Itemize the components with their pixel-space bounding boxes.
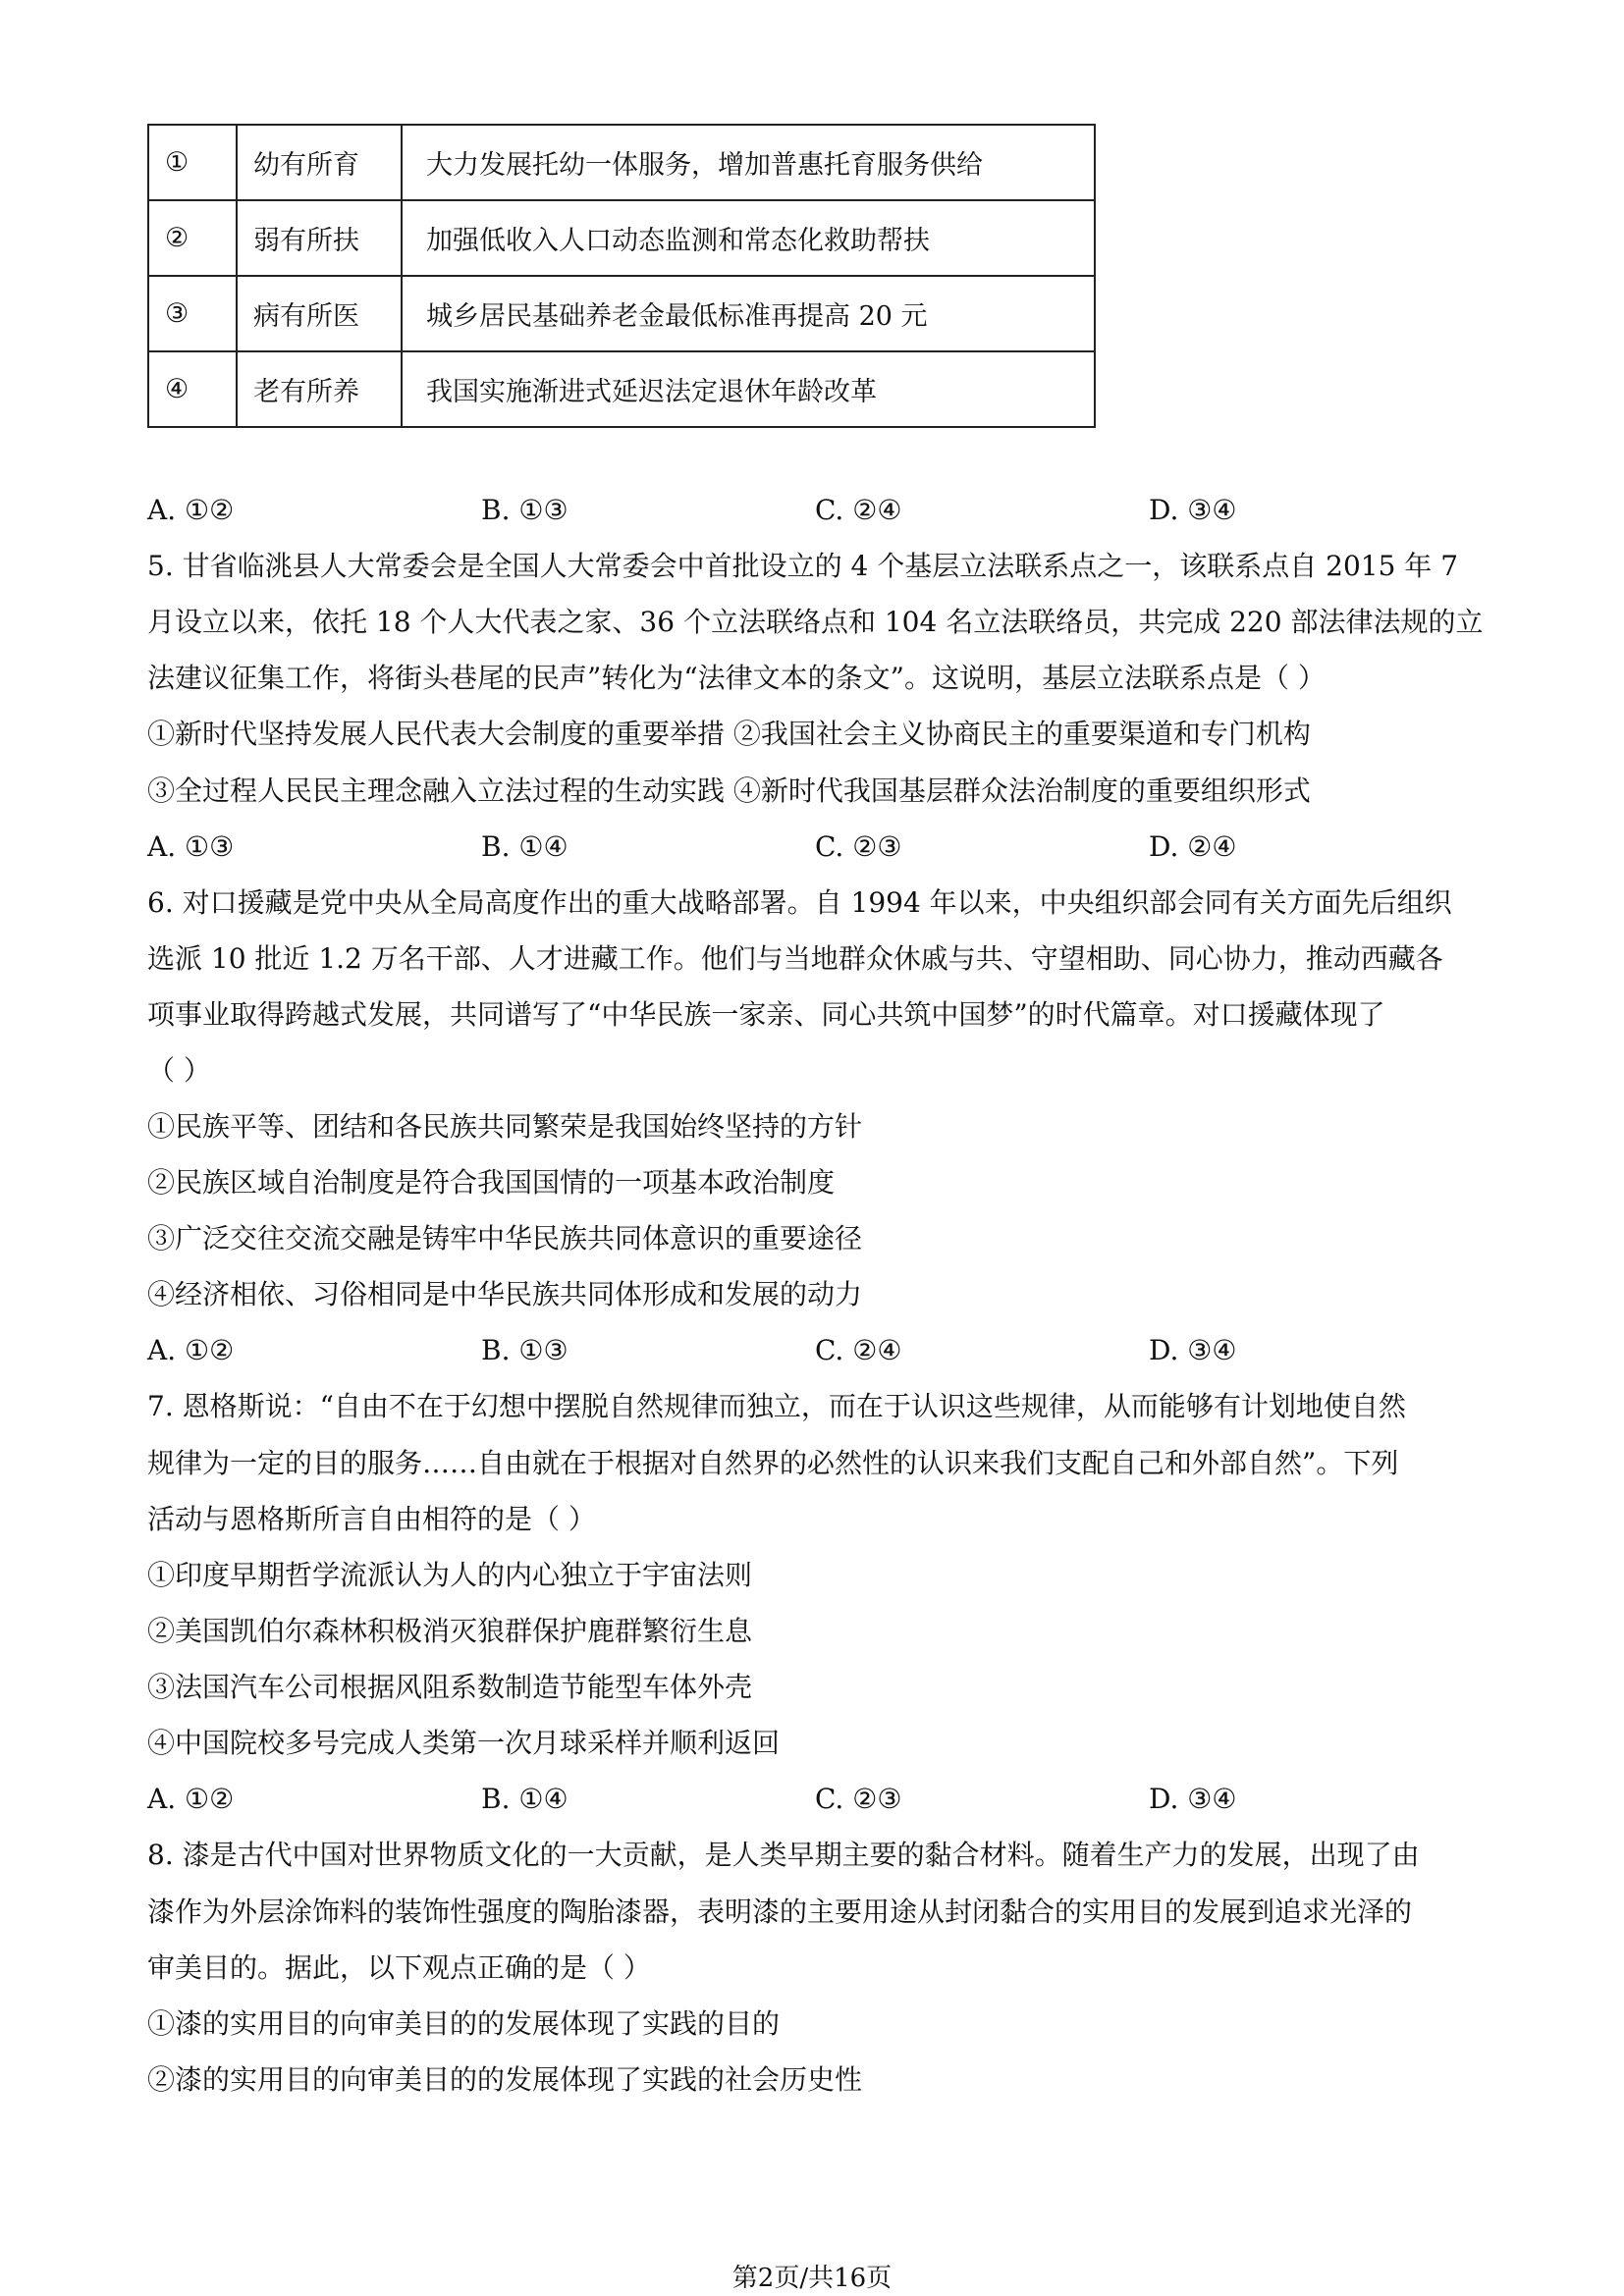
option-d[interactable]: D. ③④ <box>1149 1334 1237 1366</box>
q8-stem-line: 审美目的。据此，以下观点正确的是（ ） <box>147 1951 651 1984</box>
row-term: 幼有所育 <box>237 125 402 200</box>
q8-stem-line: 漆作为外层涂饰料的装饰性强度的陶胎漆器，表明漆的主要用途从封闭黏合的实用目的发展到追求光泽的 <box>147 1896 1413 1928</box>
q5-stem-line: 法建议征集工作，将街头巷尾的民声”转化为“法律文本的条文”。这说明，基层立法联系点是（ ） <box>147 662 1326 694</box>
row-number: ② <box>148 200 237 276</box>
q6-statement: ②民族区域自治制度是符合我国国情的一项基本政治制度 <box>147 1166 836 1199</box>
q4-table <box>147 124 1096 428</box>
option-c[interactable]: C. ②③ <box>815 1783 902 1815</box>
q7-stem-line: 7. 恩格斯说：“自由不在于幻想中摆脱自然规律而独立，而在于认识这些规律，从而能够有计划地使自然 <box>147 1390 1406 1422</box>
option-a[interactable]: A. ①② <box>147 494 235 526</box>
row-term: 弱有所扶 <box>237 200 402 276</box>
q7-statement: ①印度早期哲学流派认为人的内心独立于宇宙法则 <box>147 1559 753 1591</box>
option-b[interactable]: B. ①④ <box>481 1783 568 1815</box>
q5-statement: ③全过程人民民主理念融入立法过程的生动实践 ④新时代我国基层群众法治制度的重要组织形式 <box>147 774 1311 807</box>
row-description: 加强低收入人口动态监测和常态化救助帮扶 <box>402 200 1095 276</box>
q6-stem-line: 项事业取得跨越式发展，共同谱写了“中华民族一家亲、同心共筑中国梦”的时代篇章。对口援藏体现了 <box>147 998 1385 1031</box>
q4-options <box>147 491 1522 530</box>
q6-statement: ③广泛交往交流交融是铸牢中华民族共同体意识的重要途径 <box>147 1222 863 1255</box>
q5-stem-line: 5. 甘省临洮县人大常委会是全国人大常委会中首批设立的 4 个基层立法联系点之一，该联系点自 2015 年 7 <box>147 550 1459 582</box>
row-number: ④ <box>148 351 237 427</box>
row-description: 我国实施渐进式延迟法定退休年龄改革 <box>402 351 1095 427</box>
table-row <box>148 200 1095 276</box>
table-row <box>148 276 1095 351</box>
option-d[interactable]: D. ③④ <box>1149 494 1237 526</box>
q5-stem-line: 月设立以来，依托 18 个人大代表之家、36 个立法联络点和 104 名立法联络员，共完成 220 部法律法规的立 <box>147 606 1484 638</box>
q6-answer-paren: （ ） <box>147 1054 211 1087</box>
q6-options <box>147 1331 1522 1370</box>
option-b[interactable]: B. ①③ <box>481 1334 568 1366</box>
option-d[interactable]: D. ③④ <box>1149 1783 1237 1815</box>
q5-statement: ①新时代坚持发展人民代表大会制度的重要举措 ②我国社会主义协商民主的重要渠道和专门机构 <box>147 718 1311 750</box>
q6-stem-line: 选派 10 批近 1.2 万名干部、人才进藏工作。他们与当地群众休戚与共、守望相助、同心协力，推动西藏各 <box>147 942 1443 975</box>
row-description: 城乡居民基础养老金最低标准再提高 20 元 <box>402 276 1095 351</box>
q8-stem-line: 8. 漆是古代中国对世界物质文化的一大贡献，是人类早期主要的黏合材料。随着生产力的发展，出现了由 <box>147 1839 1420 1871</box>
q6-statement: ①民族平等、团结和各民族共同繁荣是我国始终坚持的方针 <box>147 1110 863 1143</box>
option-a[interactable]: A. ①② <box>147 1334 235 1366</box>
option-c[interactable]: C. ②③ <box>815 830 902 863</box>
q7-statement: ③法国汽车公司根据风阻系数制造节能型车体外壳 <box>147 1671 753 1703</box>
option-a[interactable]: A. ①② <box>147 1783 235 1815</box>
table-row <box>148 125 1095 200</box>
q6-stem-line: 6. 对口援藏是党中央从全局高度作出的重大战略部署。自 1994 年以来，中央组织部会同有关方面先后组织 <box>147 886 1452 919</box>
q7-statement: ②美国凯伯尔森林积极消灭狼群保护鹿群繁衍生息 <box>147 1615 753 1647</box>
page-number: 第2页/共16页 <box>731 2264 893 2293</box>
option-d[interactable]: D. ②④ <box>1149 830 1237 863</box>
option-b[interactable]: B. ①④ <box>481 830 568 863</box>
q7-stem-line: 活动与恩格斯所言自由相符的是（ ） <box>147 1503 596 1535</box>
option-b[interactable]: B. ①③ <box>481 494 568 526</box>
option-c[interactable]: C. ②④ <box>815 494 902 526</box>
q6-statement: ④经济相依、习俗相同是中华民族共同体形成和发展的动力 <box>147 1278 863 1310</box>
option-a[interactable]: A. ①③ <box>147 830 235 863</box>
table-row <box>148 351 1095 427</box>
row-description: 大力发展托幼一体服务，增加普惠托育服务供给 <box>402 125 1095 200</box>
q7-stem-line: 规律为一定的目的服务……自由就在于根据对自然界的必然性的认识来我们支配自己和外部自然”。下列 <box>147 1447 1399 1479</box>
q7-options <box>147 1780 1522 1819</box>
row-term: 老有所养 <box>237 351 402 427</box>
row-number: ① <box>148 125 237 200</box>
q7-statement: ④中国院校多号完成人类第一次月球采样并顺利返回 <box>147 1727 781 1759</box>
option-c[interactable]: C. ②④ <box>815 1334 902 1366</box>
row-number: ③ <box>148 276 237 351</box>
row-term: 病有所医 <box>237 276 402 351</box>
q5-options <box>147 828 1522 867</box>
q8-statement: ②漆的实用目的向审美目的的发展体现了实践的社会历史性 <box>147 2063 863 2096</box>
q8-statement: ①漆的实用目的向审美目的的发展体现了实践的目的 <box>147 2007 781 2040</box>
